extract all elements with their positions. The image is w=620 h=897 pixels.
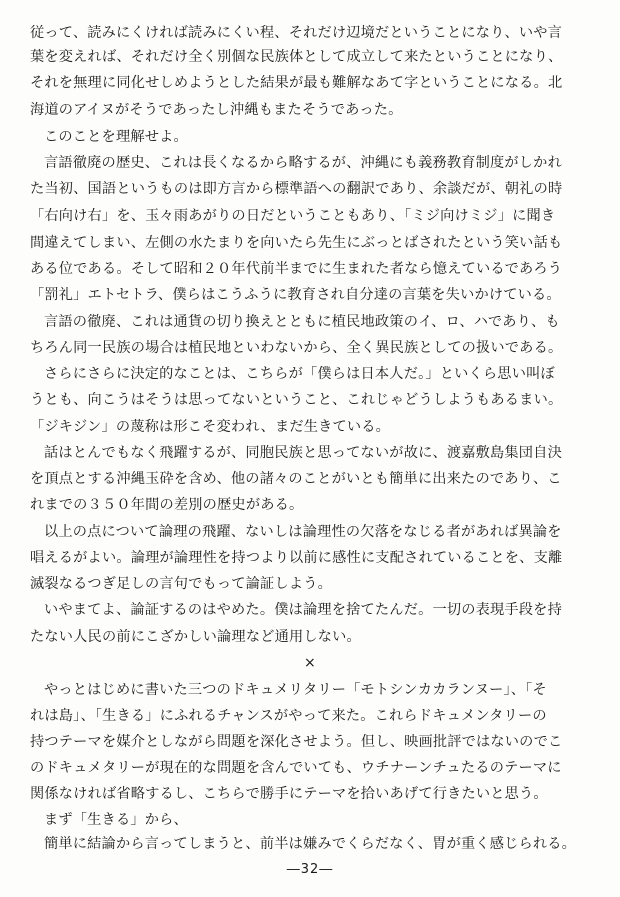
text-line: 「罰礼」エトセトラ、僕らはこうふうに教育され自分達の言葉を失いかけている。 bbox=[30, 287, 561, 303]
text-line: 関係なければ省略するし、こちらで勝手にテーマを拾いあげて行きたいと思う。 bbox=[30, 786, 548, 802]
text-line: 唱えるがよい。論理が論理性を持つより以前に感性に支配されていることを、支離 bbox=[30, 550, 563, 566]
text-line: のドキュメタリーが現在的な問題を含んでいても、ウチナーンチュたるのテーマに bbox=[30, 760, 562, 776]
text-line: 海道のアイヌがそうであったし沖縄もまたそうであった。 bbox=[30, 102, 403, 118]
text-line: 持つテーマを媒介としながら問題を深化させよう。但し、映画批評ではないのでこ bbox=[30, 734, 563, 750]
text-line: 以上の点について論理の飛躍、ないしは論理性の欠落をなじる者があれば異論を bbox=[44, 524, 562, 540]
text-line: た当初、国語というものは即方言から標準語への翻訳であり、余談だが、朝礼の時 bbox=[30, 181, 563, 197]
text-line: 葉を変えれば、それだけ全く別個な民族体として成立して来たということになり、 bbox=[30, 49, 563, 65]
text-line: やっとはじめに書いた三つのドキュメリタリー「モトシンカカランヌー」、「そ bbox=[44, 682, 547, 698]
text-line: 言語徹廃の歴史、これは長くなるから略するが、沖縄にも義務教育制度がしかれ bbox=[44, 155, 562, 171]
text-line: それを無理に同化せしめようとした結果が最も難解なあて字ということになる。北 bbox=[30, 75, 563, 91]
text-line: いやまてよ、論証するのはやめた。僕は論理を捨てたんだ。一切の表現手段を持 bbox=[44, 602, 562, 618]
text-line: このことを理解せよ。 bbox=[44, 129, 188, 145]
text-line: ある位である。そして昭和２０年代前半までに生まれた者なら憶えているであろう bbox=[30, 261, 563, 277]
text-line: 従って、読みにくければ読みにくい程、それだけ辺境だということになり、いや言 bbox=[30, 25, 563, 41]
text-line: 話はとんでもなく飛躍するが、同胞民族と思ってないが故に、渡嘉敷島集団自決 bbox=[44, 445, 562, 461]
text-line: れは島」、「生きる」にふれるチャンスがやって来た。これらドキュメンタリーの bbox=[30, 708, 547, 724]
text-line: 「ジキジン」の蔑称は形こそ変われ、まだ生きている。 bbox=[30, 419, 391, 435]
text-line: まず「生きる」から、 bbox=[44, 812, 188, 828]
text-line: たない人民の前にこざかしい論理など通用しない。 bbox=[30, 629, 361, 645]
text-line: 簡単に結論から言ってしまうと、前半は嫌みでくらだなく、胃が重く感じられる。 bbox=[44, 836, 577, 852]
text-line: うとも、向こうはそうは思ってないということ、これじゃどうしようもあるまい。 bbox=[30, 392, 563, 408]
text-line: を頂点とする沖縄玉砕を含め、他の諸々のことがいとも簡単に出来たのであり、こ bbox=[30, 471, 562, 487]
text-line: 間違えてしまい、左側の水たまりを向いたら先生にぶっとばされたという笑い話も bbox=[30, 235, 563, 251]
text-line: ちろん同一民族の場合は植民地といわないから、全く異民族としての扱いである。 bbox=[30, 340, 563, 356]
page-number: ―32― bbox=[286, 862, 334, 877]
text-line: 「右向け右」を、玉々雨あがりの日だということもあり、「ミジ向けミジ」に聞き bbox=[30, 208, 556, 224]
text-line: 言語の徹廃、これは通貨の切り換えとともに植民地政策のイ、ロ、ハであり、も bbox=[44, 314, 560, 330]
text-line: 滅裂なるつぎ足しの言句でもって論証しよう。 bbox=[30, 576, 332, 592]
text-line: れまでの３５０年間の差別の歴史がある。 bbox=[30, 497, 304, 513]
section-separator: × bbox=[304, 655, 316, 671]
text-line: さらにさらに決定的なことは、こちらが「僕らは日本人だ。」といくら思い叫ぼ bbox=[44, 366, 555, 382]
